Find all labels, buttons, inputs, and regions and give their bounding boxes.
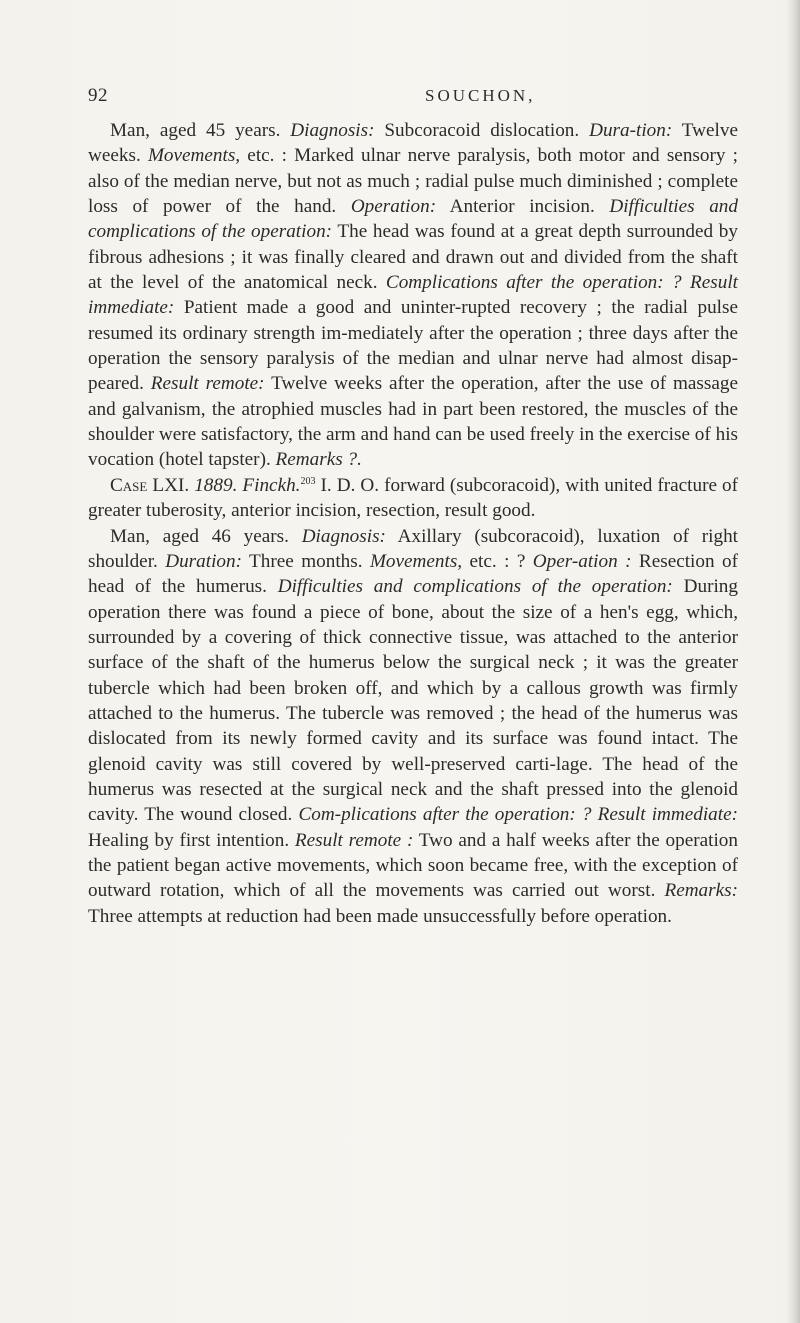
text-segment-italic: Remarks:: [664, 880, 738, 902]
text-segment: Man, aged 45 years.: [110, 120, 291, 141]
paragraph-case-lxi-details: [88, 524, 738, 930]
footnote-reference: 203: [300, 475, 316, 487]
text-segment: Resection of head of the humerus.: [88, 550, 738, 598]
case-label: Case: [110, 474, 148, 496]
page-header: [88, 85, 728, 109]
text-segment-italic: Dura-tion:: [589, 120, 673, 141]
text-segment-italic: Movements,: [369, 550, 463, 572]
text-segment-italic: Duration:: [165, 550, 242, 572]
case-number: LXI.: [147, 474, 195, 496]
text-segment-italic: Complications after the operation: ? Result immediate:: [88, 272, 738, 319]
text-segment: Three months.: [241, 550, 370, 572]
case-author: 1889. Finckh.: [194, 474, 301, 496]
text-segment: Healing by first intention.: [88, 829, 295, 851]
text-segment: Subcoracoid dislocation.: [374, 120, 590, 141]
body-text: [88, 118, 738, 929]
page-edge-shadow: [786, 0, 800, 1323]
text-segment: etc. : ?: [462, 550, 533, 572]
text-segment: Two and a half weeks after the operation the patient began active movements, which soon became free, with the exception of outward rotation, which of all the movements was carried out worst.: [88, 829, 738, 902]
text-segment: Three attempts at reduction had been made unsuccessfully before operation.: [88, 905, 672, 927]
text-segment-italic: Oper-ation :: [532, 550, 632, 572]
text-segment: etc. : Marked ulnar nerve paralysis, both motor and sensory ; also of the median nerve, but not as much ; radial pulse much diminished ; complete loss of power of the hand.: [88, 145, 738, 218]
text-segment-italic: Difficulties and complications of the operation:: [277, 576, 673, 598]
text-segment-italic: Operation:: [350, 196, 437, 218]
text-segment-italic: Movements,: [147, 145, 241, 167]
text-segment-italic: Result remote :: [294, 829, 414, 851]
text-segment: During operation there was found a piece of bone, about the size of a hen's egg, which, surrounded by a covering of thick connective tissue, was attached to the anterior surface of the shaft of the humerus below the surgical neck ; it was the greater tubercle which had been broken off, and which by a callous growth was firmly attached to the humerus. The tubercle was removed ; the head of the humerus was dislocated from its newly formed cavity and its surface was found intact. The glenoid cavity was still covered by well-preserved carti-lage. The head of the humerus was resected at the surgical neck and the shaft pressed into the glenoid cavity. The wound closed.: [88, 576, 738, 826]
text-segment-italic: Result remote:: [150, 373, 265, 395]
text-segment: Axillary (subcoracoid), luxation of right shoulder.: [88, 525, 738, 572]
case-summary: I. D. O. forward (subcoracoid), with united fracture of greater tuberosity, anterior incision, resection, result good.: [88, 474, 739, 522]
paragraph-case-lx-details: [88, 118, 738, 473]
text-segment-italic: Com-plications after the operation: ? Result immediate:: [298, 804, 739, 826]
text-segment: Man, aged 46 years.: [110, 525, 302, 547]
text-segment: Anterior incision.: [436, 196, 610, 218]
text-segment: The head was found at a great depth surrounded by fibrous adhesions ; it was finally cleared and drawn out and divided from the shaft at the level of the anatomical neck.: [88, 221, 738, 294]
text-segment: Patient made a good and uninter-rupted recovery ; the radial pulse resumed its ordinary strength im-mediately after the operation ; three days after the operation the sensory paralysis of the median and ulnar nerve had almost disap-peared.: [88, 297, 738, 395]
page-number: 92: [88, 85, 108, 106]
paragraph-case-lxi-heading: [88, 473, 738, 524]
running-head: SOUCHON,: [425, 86, 536, 105]
text-segment: Twelve weeks.: [88, 120, 738, 167]
text-segment-italic: Diagnosis:: [290, 120, 375, 141]
text-segment-italic: Remarks ?.: [275, 449, 362, 471]
text-segment: Twelve weeks after the operation, after the use of massage and galvanism, the atrophied muscles had in part been restored, the muscles of the shoulder were satisfactory, the arm and hand can be used freely in the exercise of his vocation (hotel tapster).: [88, 373, 738, 471]
text-segment-italic: Diagnosis:: [301, 525, 386, 547]
text-segment-italic: Difficulties and complications of the operation:: [88, 196, 738, 243]
